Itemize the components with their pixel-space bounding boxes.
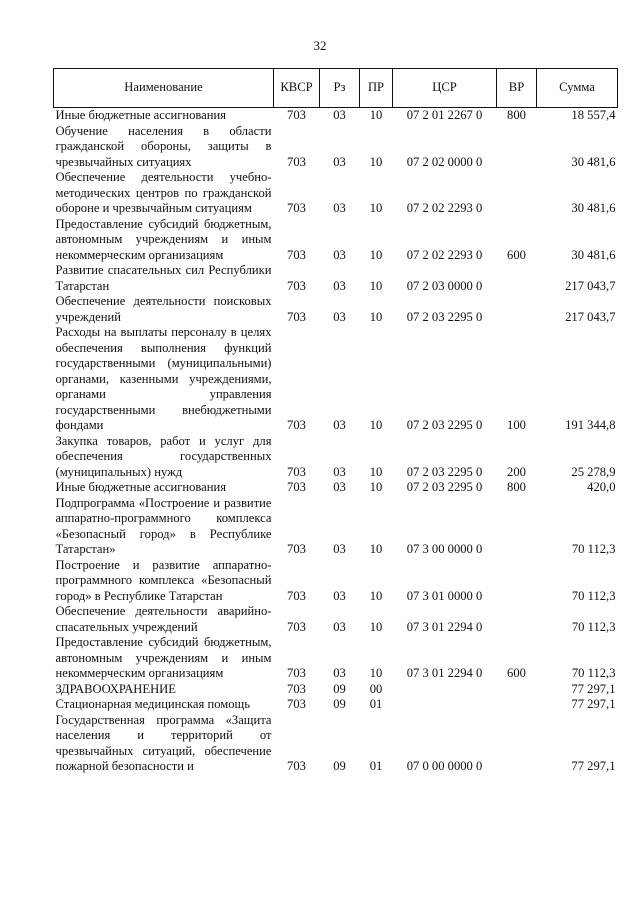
- cell-csr: 07 2 02 2293 0: [406, 247, 483, 262]
- cell-vr: [497, 263, 537, 294]
- cell-sum: 70 112,3: [571, 666, 616, 680]
- cell-vr: 200: [507, 464, 526, 479]
- cell-rz: 09: [333, 681, 346, 696]
- cell-kvsr: 703: [287, 418, 306, 432]
- table-row: [54, 635, 618, 682]
- cell-rz: 03: [333, 588, 346, 603]
- cell-sum: 70 112,3: [571, 588, 616, 603]
- cell-sum: 191 344,8: [565, 418, 616, 432]
- cell-rz: 03: [333, 619, 346, 634]
- header-sum: Сумма: [537, 69, 618, 108]
- cell-rz: 03: [333, 480, 346, 494]
- cell-sum: 30 481,6: [571, 247, 616, 262]
- cell-name: Предоставление субсидий бюджетным, автономным учреждениям и иным некоммерческим организациям: [55, 216, 272, 262]
- cell-vr: 100: [507, 418, 526, 432]
- cell-csr: [393, 697, 497, 713]
- header-rz: Рз: [320, 69, 360, 108]
- cell-csr: 07 2 02 0000 0: [406, 154, 483, 169]
- cell-sum: 77 297,1: [571, 759, 616, 773]
- cell-rz: 09: [333, 697, 346, 711]
- cell-kvsr: 703: [287, 759, 306, 773]
- cell-rz: 09: [333, 759, 346, 773]
- cell-name: Иные бюджетные ассигнования: [55, 480, 227, 494]
- cell-sum: 18 557,4: [571, 108, 616, 122]
- cell-vr: 800: [507, 480, 526, 494]
- cell-name: Расходы на выплаты персоналу в целях обеспечения выполнения функций государственными (муниципальными) органами, казенными учреждениями, органами управления государственными внебюджетными фондами: [55, 325, 272, 432]
- cell-rz: 03: [333, 247, 346, 262]
- budget-table: [53, 68, 618, 775]
- cell-kvsr: 703: [287, 697, 306, 711]
- cell-csr: 07 3 01 2294 0: [406, 619, 483, 634]
- cell-rz: 03: [333, 278, 346, 293]
- cell-vr: [497, 496, 537, 558]
- header-csr: ЦСР: [393, 69, 497, 108]
- cell-pr: 10: [369, 278, 383, 293]
- cell-kvsr: 703: [287, 588, 306, 603]
- cell-pr: 10: [369, 108, 383, 122]
- cell-pr: 10: [369, 588, 383, 603]
- cell-kvsr: 703: [287, 666, 306, 680]
- cell-pr: 10: [369, 619, 383, 634]
- table-row: [54, 713, 618, 775]
- cell-sum: 217 043,7: [565, 309, 616, 324]
- cell-kvsr: 703: [287, 542, 306, 556]
- cell-csr: 07 2 03 2295 0: [406, 309, 483, 324]
- cell-kvsr: 703: [287, 201, 306, 215]
- cell-name: Обеспечение деятельности учебно-методических центров по гражданской обороне и чрезвычайным ситуациям: [55, 170, 272, 215]
- cell-sum: 420,0: [587, 480, 616, 494]
- table-row: [54, 682, 618, 698]
- cell-vr: [497, 558, 537, 605]
- cell-pr: 00: [369, 681, 383, 696]
- cell-name: Стационарная медицинская помощь: [55, 697, 250, 711]
- cell-vr: [497, 294, 537, 325]
- page-number: 32: [313, 38, 327, 53]
- cell-sum: 77 297,1: [571, 697, 616, 711]
- header-pr: ПР: [360, 69, 393, 108]
- header-kvsr: КВСР: [274, 69, 320, 108]
- cell-rz: 03: [333, 418, 346, 432]
- cell-sum: 70 112,3: [571, 619, 616, 634]
- table-row: [54, 558, 618, 605]
- table-row: [54, 697, 618, 713]
- cell-sum: 25 278,9: [571, 464, 616, 479]
- cell-csr: 07 0 00 0000 0: [406, 759, 483, 773]
- cell-pr: 10: [369, 154, 383, 169]
- cell-vr: [497, 124, 537, 171]
- cell-csr: 07 2 03 0000 0: [406, 278, 483, 293]
- table-row: [54, 325, 618, 434]
- cell-rz: 03: [333, 154, 346, 169]
- cell-kvsr: 703: [287, 480, 306, 494]
- cell-kvsr: 703: [287, 278, 306, 293]
- cell-pr: 10: [369, 480, 383, 494]
- cell-name: Развитие спасательных сил Республики Татарстан: [55, 263, 272, 293]
- table-row: [54, 496, 618, 558]
- table-header-row: [54, 69, 618, 108]
- cell-pr: 10: [369, 309, 383, 324]
- cell-vr: 600: [507, 247, 526, 262]
- cell-vr: 600: [507, 666, 526, 680]
- cell-name: Подпрограмма «Построение и развитие аппаратно-программного комплекса «Безопасный город» в Республике Татарстан»: [55, 495, 272, 556]
- cell-vr: [497, 682, 537, 698]
- cell-name: Предоставление субсидий бюджетным, автономным учреждениям и иным некоммерческим организациям: [55, 635, 272, 680]
- table-row: [54, 434, 618, 481]
- cell-kvsr: 703: [287, 464, 306, 479]
- table-row: [54, 108, 618, 124]
- table-row: [54, 263, 618, 294]
- cell-name: ЗДРАВООХРАНЕНИЕ: [55, 681, 176, 696]
- cell-rz: 03: [333, 309, 346, 324]
- cell-pr: 10: [369, 464, 383, 479]
- cell-name: Построение и развитие аппаратно-программного комплекса «Безопасный город» в Республике Татарстан: [55, 557, 272, 603]
- cell-sum: 30 481,6: [571, 201, 616, 215]
- table-row: [54, 170, 618, 217]
- cell-pr: 10: [369, 201, 383, 215]
- cell-pr: 01: [369, 759, 383, 773]
- cell-csr: 07 2 03 2295 0: [406, 480, 483, 494]
- cell-sum: 70 112,3: [571, 542, 616, 556]
- cell-csr: 07 2 02 2293 0: [406, 201, 483, 215]
- cell-name: Закупка товаров, работ и услуг для обеспечения государственных (муниципальных) нужд: [55, 433, 272, 479]
- cell-vr: [497, 604, 537, 635]
- cell-sum: 217 043,7: [565, 278, 616, 293]
- cell-csr: 07 2 01 2267 0: [406, 108, 483, 122]
- cell-name: Обеспечение деятельности аварийно-спасательных учреждений: [55, 604, 272, 634]
- cell-csr: 07 2 03 2295 0: [406, 418, 483, 432]
- cell-pr: 01: [369, 697, 383, 711]
- cell-sum: 30 481,6: [571, 154, 616, 169]
- cell-pr: 10: [369, 542, 383, 556]
- cell-rz: 03: [333, 201, 346, 215]
- cell-csr: 07 2 03 2295 0: [406, 464, 483, 479]
- header-vr: ВР: [497, 69, 537, 108]
- cell-rz: 03: [333, 108, 346, 122]
- cell-kvsr: 703: [287, 619, 306, 634]
- cell-csr: 07 3 00 0000 0: [406, 542, 483, 556]
- cell-kvsr: 703: [287, 108, 306, 122]
- cell-csr: [393, 682, 497, 698]
- table-row: [54, 604, 618, 635]
- cell-name: Обучение населения в области гражданской обороны, защиты в чрезвычайных ситуациях: [55, 123, 272, 169]
- table-row: [54, 480, 618, 496]
- cell-csr: 07 3 01 0000 0: [406, 588, 483, 603]
- cell-name: Государственная программа «Защита населения и территорий от чрезвычайных ситуаций, обеспечение пожарной безопасности и: [55, 712, 272, 773]
- cell-rz: 03: [333, 542, 346, 556]
- cell-sum: 77 297,1: [571, 681, 616, 696]
- cell-vr: [497, 170, 537, 217]
- cell-pr: 10: [369, 418, 383, 432]
- table-row: [54, 124, 618, 171]
- cell-name: Обеспечение деятельности поисковых учреждений: [55, 294, 272, 324]
- cell-rz: 03: [333, 464, 346, 479]
- cell-vr: [497, 713, 537, 775]
- cell-vr: 800: [507, 108, 526, 122]
- cell-kvsr: 703: [287, 247, 306, 262]
- cell-kvsr: 703: [287, 154, 306, 169]
- cell-kvsr: 703: [287, 309, 306, 324]
- cell-pr: 10: [369, 666, 383, 680]
- table-row: [54, 217, 618, 264]
- cell-csr: 07 3 01 2294 0: [406, 666, 483, 680]
- header-name: Наименование: [54, 69, 274, 108]
- cell-pr: 10: [369, 247, 383, 262]
- cell-rz: 03: [333, 666, 346, 680]
- cell-kvsr: 703: [287, 681, 306, 696]
- cell-name: Иные бюджетные ассигнования: [55, 108, 227, 122]
- table-row: [54, 294, 618, 325]
- cell-vr: [497, 697, 537, 713]
